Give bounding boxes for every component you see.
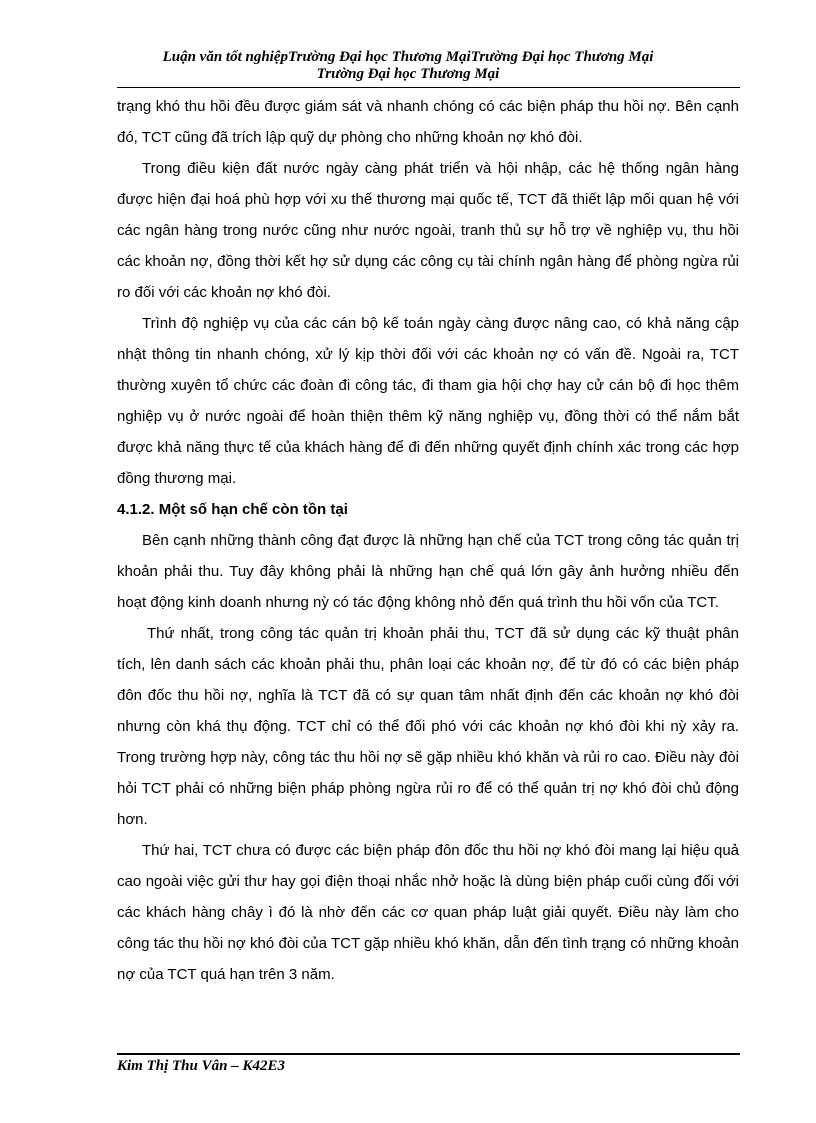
page-footer: Kim Thị Thu Vân – K42E3 bbox=[117, 1058, 285, 1074]
paragraph: Trong điều kiện đất nước ngày càng phát triển và hội nhập, các hệ thống ngân hàng được hiện đại hoá phù hợp với xu thế thương mại quốc tế, TCT đã thiết lập mối quan hệ với các ngân hàng trong nước cũng như nước ngoài, tranh thủ sự hỗ trợ về nghiệp vụ, thu hồi các khoản nợ, đồng thời kết hợ sử dụng các công cụ tài chính ngân hàng để phòng ngừa rủi ro đối với các khoản nợ khó đòi. bbox=[117, 160, 739, 301]
page-header bbox=[100, 49, 716, 83]
header-line-1: Luận văn tốt nghiệpTrường Đại học Thương MạiTrường Đại học Thương Mại bbox=[162, 49, 654, 65]
paragraph: Thứ hai, TCT chưa có được các biện pháp đôn đốc thu hồi nợ khó đòi mang lại hiệu quả cao ngoài việc gửi thư hay gọi điện thoại nhắc nhở hoặc là dùng biện pháp cuối cùng đối với các khách hàng chây ì đó là nhờ đến các cơ quan pháp luật giải quyết. Điều này làm cho công tác thu hồi nợ khó đòi của TCT gặp nhiều khó khăn, dẫn đến tình trạng có những khoản nợ của TCT quá hạn trên 3 năm. bbox=[117, 842, 739, 983]
header-line-2: Trường Đại học Thương Mại bbox=[316, 66, 500, 82]
paragraph: Thứ nhất, trong công tác quản trị khoản phải thu, TCT đã sử dụng các kỹ thuật phân tích, lên danh sách các khoản phải thu, phân loại các khoản nợ, để từ đó có các biện pháp đôn đốc thu hồi nợ, nghĩa là TCT đã có sự quan tâm nhất định đến các khoản nợ khó đòi nhưng còn khá thụ động. TCT chỉ có thể đối phó với các khoản nợ khó đòi khi nỳ xảy ra. Trong trường hợp này, công tác thu hồi nợ sẽ gặp nhiều khó khăn và rủi ro cao. Điều này đòi hỏi TCT phải có những biện pháp phòng ngừa rủi ro để có thể quản trị nợ khó đòi chủ động hơn. bbox=[117, 625, 739, 828]
section-heading: 4.1.2. Một số hạn chế còn tồn tại bbox=[117, 501, 348, 518]
page-body bbox=[117, 91, 739, 990]
header-divider bbox=[117, 87, 740, 88]
footer-divider bbox=[117, 1053, 740, 1055]
paragraph-continuation: trạng khó thu hồi đều được giám sát và nhanh chóng có các biện pháp thu hồi nợ. Bên cạnh đó, TCT cũng đã trích lập quỹ dự phòng cho những khoản nợ khó đòi. bbox=[117, 98, 739, 146]
paragraph: Bên cạnh những thành công đạt được là những hạn chế của TCT trong công tác quản trị khoản phải thu. Tuy đây không phải là những hạn chế quá lớn gây ảnh hưởng nhiều đến hoạt động kinh doanh nhưng nỳ có tác động không nhỏ đến quá trình thu hồi vốn của TCT. bbox=[117, 532, 739, 611]
paragraph: Trình độ nghiệp vụ của các cán bộ kế toán ngày càng được nâng cao, có khả năng cập nhật thông tin nhanh chóng, xử lý kịp thời đối với các khoản nợ có vấn đề. Ngoài ra, TCT thường xuyên tổ chức các đoàn đi công tác, đi tham gia hội chợ hay cử cán bộ đi học thêm nghiệp vụ ở nước ngoài để hoàn thiện thêm kỹ năng nghiệp vụ, đồng thời có thể nắm bắt được khả năng thực tế của khách hàng để đi đến những quyết định chính xác trong các hợp đồng thương mại. bbox=[117, 315, 739, 487]
